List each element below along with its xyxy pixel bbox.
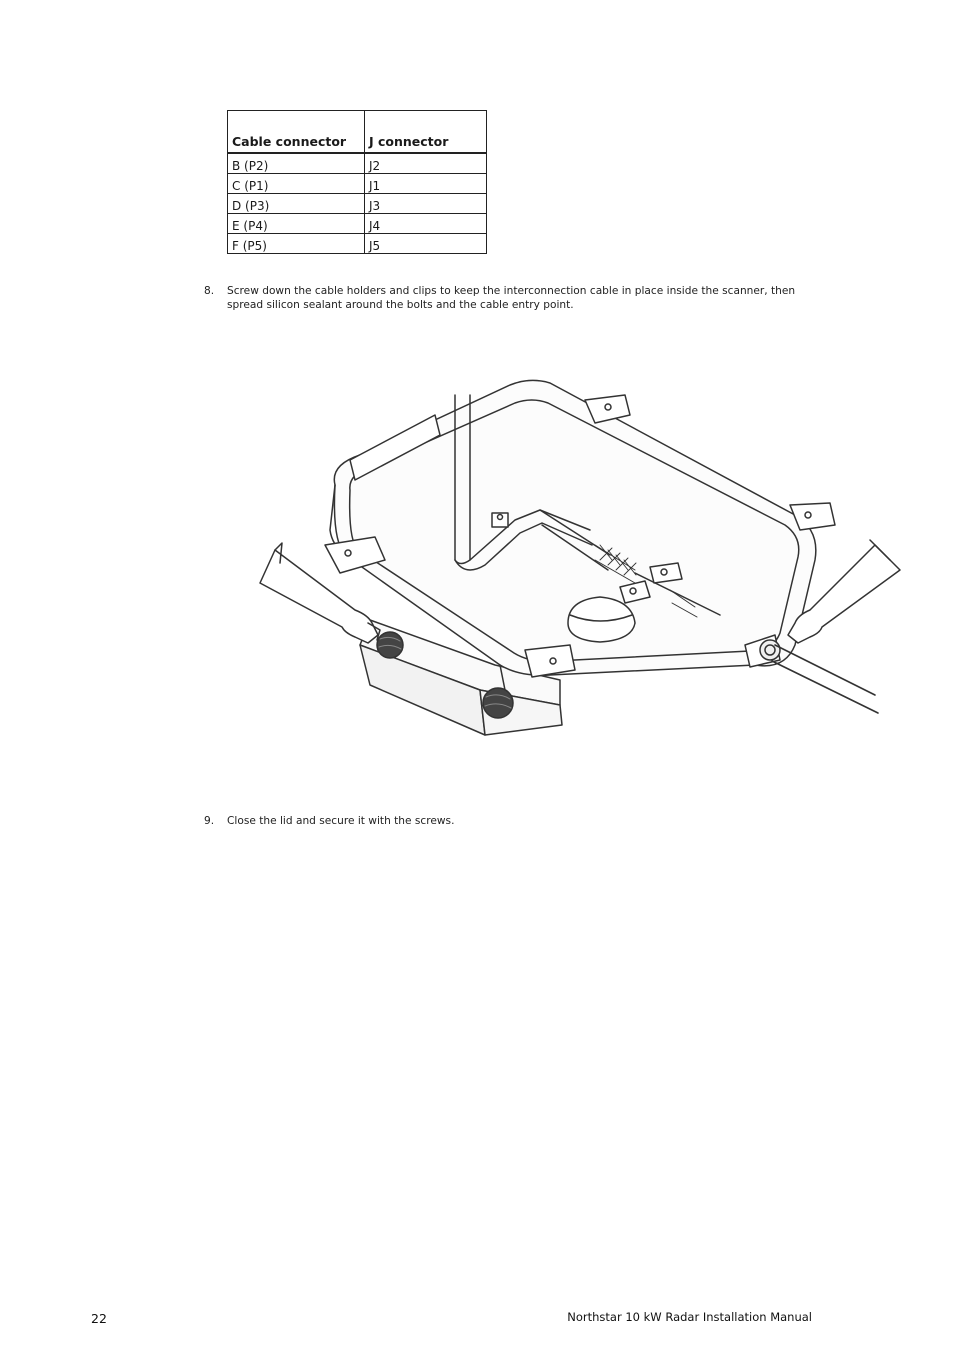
table-row [228,153,487,174]
table-cell: B (P2) [228,153,365,174]
table-row [228,214,487,234]
table-cell: C (P1) [228,174,365,194]
page-number: 22 [91,1311,107,1326]
table-cell: F (P5) [228,234,365,254]
table-row [228,234,487,254]
table-cell: J4 [365,214,487,234]
step-number: 8. [204,285,215,297]
table-row [228,194,487,214]
scanner-cable-illustration [250,345,910,745]
table-cell: J3 [365,194,487,214]
header-cable-connector: Cable connector [228,111,365,154]
table-cell: J1 [365,174,487,194]
table-cell: J2 [365,153,487,174]
step-9 [204,814,824,828]
table-cell: E (P4) [228,214,365,234]
step-text: Close the lid and secure it with the screws. [227,815,455,827]
connector-table [227,110,487,254]
table-cell: J5 [365,234,487,254]
table-cell: D (P3) [228,194,365,214]
header-j-connector: J connector [365,111,487,154]
step-text: Screw down the cable holders and clips to keep the interconnection cable in place inside the scanner, then spread silicon sealant around the bolts and the cable entry point. [227,285,796,311]
step-number: 9. [204,815,215,827]
table-row [228,174,487,194]
footer-title: Northstar 10 kW Radar Installation Manual [567,1310,812,1324]
step-8 [204,284,824,312]
table-header-row [228,111,487,154]
